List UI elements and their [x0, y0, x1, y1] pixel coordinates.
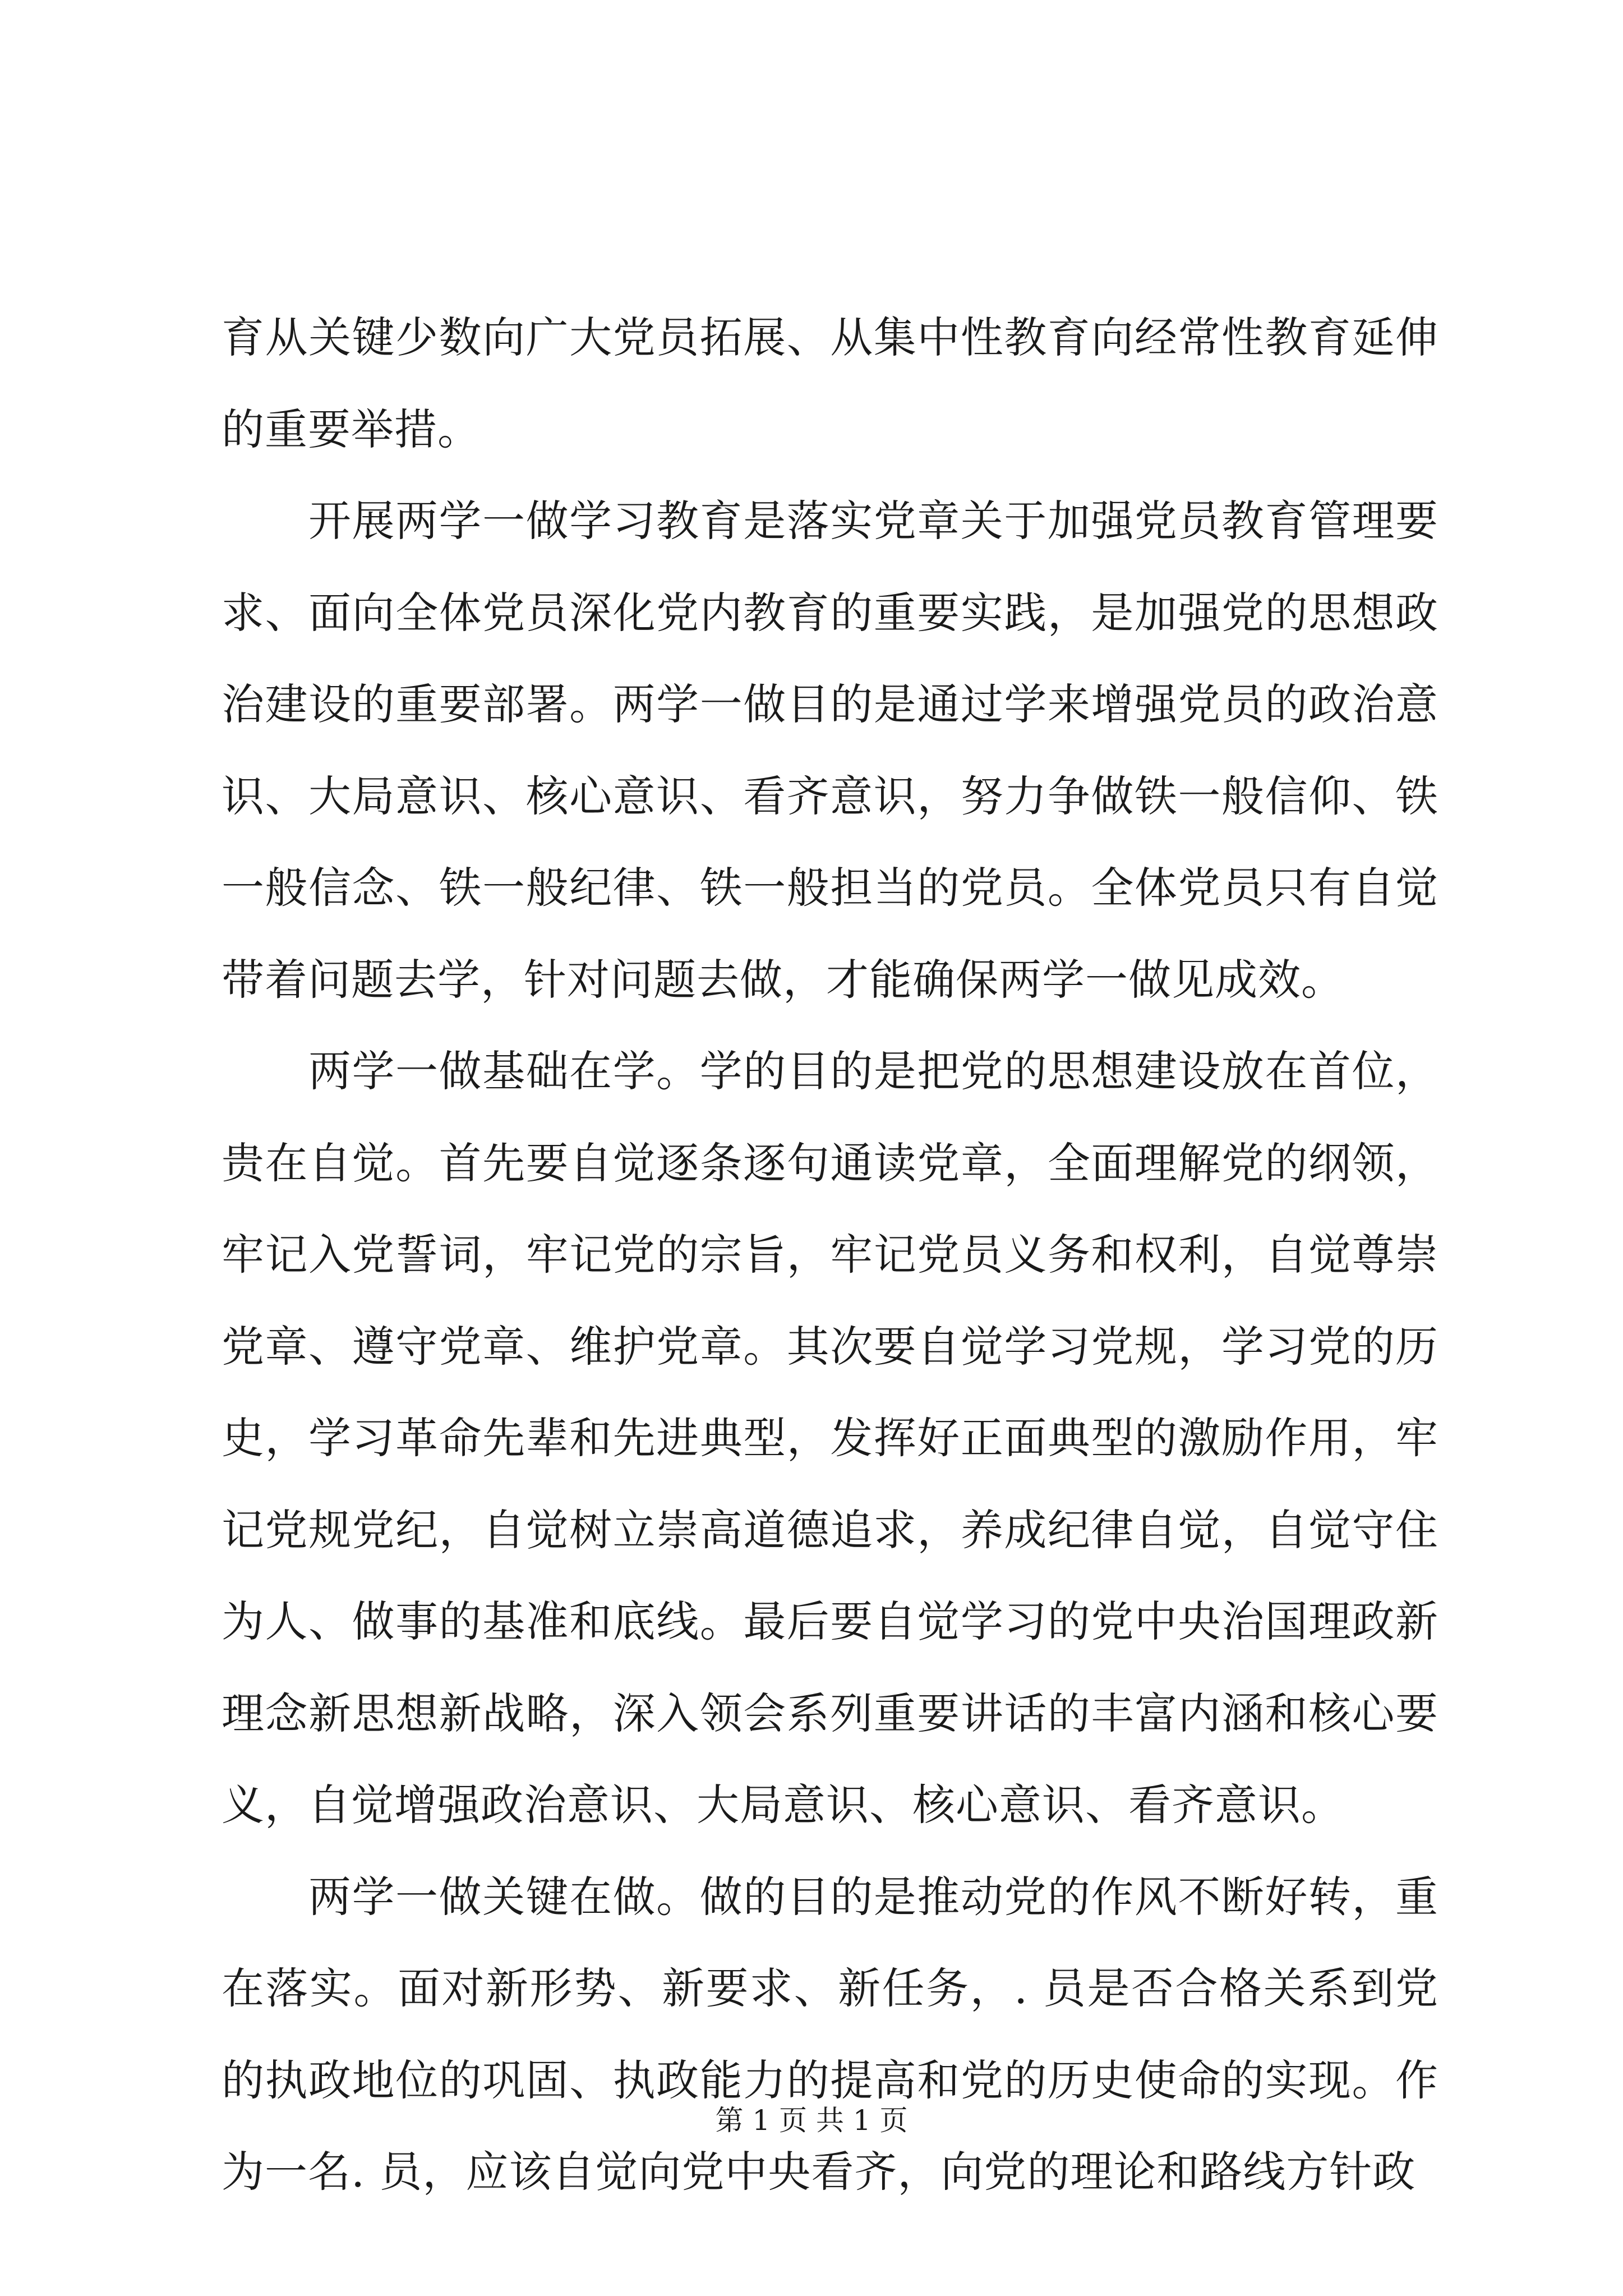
- paragraph-3: 两学一做基础在学。学的目的是把党的思想建设放在首位，贵在自觉。首先要自觉逐条逐句通读党章，全面理解党的纲领，牢记入党誓词，牢记党的宗旨，牢记党员义务和权利，自觉尊崇党章、遵守党章、维护党章。其次要自觉学习党规，学习党的历史，学习革命先辈和先进典型，发挥好正面典型的激励作用，牢记党规党纪，自觉树立崇高道德追求，养成纪律自觉，自觉守住为人、做事的基准和底线。最后要自觉学习的党中央治国理政新理念新思想新战略，深入领会系列重要讲话的丰富内涵和核心要义，自觉增强政治意识、大局意识、核心意识、看齐意识。: [222, 1046, 1438, 1830]
- document-body: [222, 292, 1438, 2218]
- paragraph-4: 两学一做关键在做。做的目的是推动党的作风不断好转，重在落实。面对新形势、新要求、新任务，. 员是否合格关系到党的执政地位的巩固、执政能力的提高和党的历史使命的实现。作为一名. 员，应该自觉向党中央看齐，向党的理论和路线方针政: [222, 1871, 1438, 2197]
- paragraph-1: 育从关键少数向广大党员拓展、从集中性教育向经常性教育延伸的重要举措。: [222, 312, 1438, 454]
- page-footer: 第 1 页 共 1 页: [715, 2104, 908, 2137]
- paragraph-2: 开展两学一做学习教育是落实党章关于加强党员教育管理要求、面向全体党员深化党内教育的重要实践，是加强党的思想政治建设的重要部署。两学一做目的是通过学来增强党员的政治意识、大局意识、核心意识、看齐意识，努力争做铁一般信仰、铁一般信念、铁一般纪律、铁一般担当的党员。全体党员只有自觉带着问题去学，针对问题去做，才能确保两学一做见成效。: [222, 496, 1438, 1005]
